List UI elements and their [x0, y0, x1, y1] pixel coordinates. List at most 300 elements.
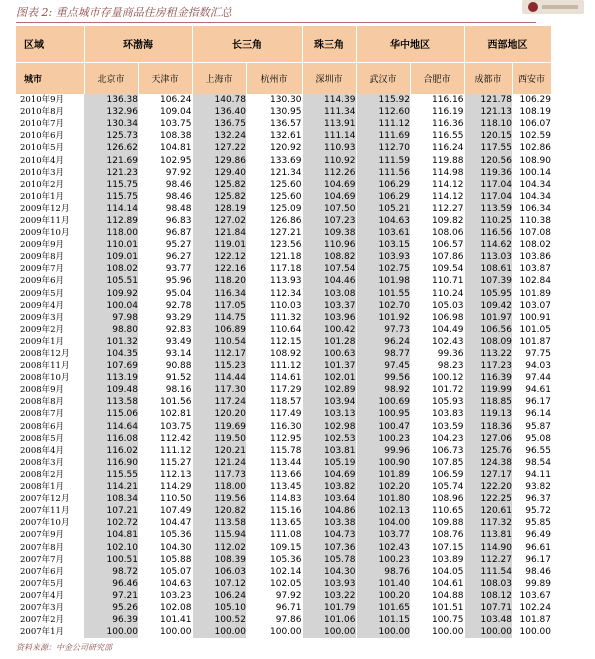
index-cell: 112.13	[138, 469, 192, 481]
index-cell: 127.22	[192, 142, 246, 154]
index-cell: 112.70	[356, 142, 410, 154]
index-cell: 103.23	[138, 590, 192, 602]
index-cell: 93.29	[138, 312, 192, 324]
row-date: 2009年9月	[20, 240, 65, 251]
table-row	[16, 94, 551, 106]
index-cell: 125.60	[246, 191, 302, 203]
index-cell: 99.96	[356, 445, 410, 457]
index-cell: 103.96	[302, 312, 356, 324]
index-cell: 112.89	[84, 215, 138, 227]
index-cell: 99.36	[410, 348, 464, 360]
index-cell: 104.34	[519, 179, 551, 190]
index-cell: 101.28	[302, 336, 356, 348]
index-cell: 111.12	[356, 118, 410, 130]
index-cell: 103.77	[356, 529, 410, 541]
index-cell: 100.95	[356, 408, 410, 420]
index-cell: 100.04	[84, 300, 138, 312]
index-cell: 101.56	[138, 396, 192, 408]
index-cell: 107.71	[464, 602, 512, 614]
index-cell: 114.90	[464, 541, 512, 553]
index-cell: 127.02	[192, 215, 246, 227]
index-cell: 121.13	[464, 106, 512, 118]
index-cell: 113.93	[246, 275, 302, 287]
row-date: 2009年6月	[20, 276, 65, 287]
row-date: 2007年3月	[20, 602, 65, 613]
index-cell: 109.48	[84, 384, 138, 396]
table-row	[16, 602, 551, 614]
index-cell: 116.08	[84, 433, 138, 445]
index-cell: 116.19	[410, 106, 464, 118]
index-cell: 121.84	[192, 227, 246, 239]
index-cell: 107.69	[84, 360, 138, 372]
index-cell: 105.95	[464, 288, 512, 300]
index-cell: 111.08	[246, 529, 302, 541]
index-cell: 103.81	[302, 445, 356, 457]
index-cell: 105.07	[138, 566, 192, 578]
index-cell: 130.95	[246, 106, 302, 118]
index-cell: 129.40	[192, 167, 246, 179]
index-cell: 113.45	[246, 481, 302, 493]
index-cell: 100.00	[519, 627, 551, 638]
table-row	[16, 179, 551, 191]
index-cell: 100.23	[356, 433, 410, 445]
title-bar	[16, 4, 584, 20]
index-cell: 107.08	[519, 228, 551, 239]
index-cell: 100.00	[410, 626, 464, 638]
index-cell: 106.29	[519, 95, 551, 106]
index-cell: 115.78	[246, 445, 302, 457]
table-row	[16, 203, 551, 215]
index-cell: 121.69	[84, 154, 138, 166]
index-cell: 113.59	[464, 203, 512, 215]
index-cell: 103.59	[410, 421, 464, 433]
index-cell: 105.36	[138, 529, 192, 541]
index-cell: 114.21	[84, 481, 138, 493]
index-cell: 111.32	[246, 312, 302, 324]
index-cell: 102.13	[356, 505, 410, 517]
index-cell: 102.43	[410, 336, 464, 348]
table-row	[16, 167, 551, 179]
index-cell: 117.32	[464, 517, 512, 529]
index-cell: 108.02	[84, 263, 138, 275]
index-cell: 111.54	[464, 566, 512, 578]
city-label: 城市	[16, 62, 84, 94]
index-cell: 136.75	[192, 118, 246, 130]
index-cell: 114.83	[246, 493, 302, 505]
index-cell: 110.24	[410, 288, 464, 300]
index-cell: 117.30	[192, 384, 246, 396]
city-header: 北京市	[84, 62, 138, 94]
index-cell: 122.25	[464, 493, 512, 505]
index-cell: 129.86	[192, 154, 246, 166]
index-cell: 107.21	[84, 505, 138, 517]
index-cell: 101.72	[410, 384, 464, 396]
index-cell: 110.65	[410, 505, 464, 517]
index-cell: 100.12	[410, 372, 464, 384]
table-row	[16, 408, 551, 420]
index-cell: 97.44	[525, 373, 551, 384]
index-cell: 104.63	[138, 578, 192, 590]
index-cell: 110.25	[464, 215, 512, 227]
index-cell: 115.27	[138, 457, 192, 469]
index-cell: 106.56	[464, 324, 512, 336]
index-cell: 101.05	[519, 324, 551, 335]
table-row	[16, 529, 551, 541]
index-cell: 106.98	[410, 312, 464, 324]
index-cell: 96.24	[356, 336, 410, 348]
index-cell: 98.92	[356, 384, 410, 396]
index-cell: 103.75	[138, 421, 192, 433]
index-cell: 105.93	[410, 396, 464, 408]
index-cell: 112.42	[138, 433, 192, 445]
index-cell: 104.63	[356, 215, 410, 227]
row-date: 2010年4月	[20, 155, 65, 166]
index-cell: 97.73	[356, 324, 410, 336]
index-cell: 95.96	[138, 275, 192, 287]
row-date: 2009年10月	[20, 228, 70, 239]
index-cell: 103.86	[519, 252, 551, 263]
index-cell: 115.75	[84, 179, 138, 191]
index-cell: 113.58	[192, 517, 246, 529]
row-date: 2008年12月	[20, 349, 70, 360]
row-date: 2009年3月	[20, 312, 65, 323]
index-cell: 104.69	[302, 469, 356, 481]
index-cell: 136.38	[84, 94, 138, 106]
index-cell: 108.90	[519, 155, 551, 166]
table-row	[16, 554, 551, 566]
index-cell: 103.48	[464, 614, 512, 626]
index-cell: 118.85	[464, 396, 512, 408]
row-date: 2008年11月	[20, 361, 70, 372]
index-cell: 100.00	[246, 626, 302, 638]
table-row	[16, 457, 551, 469]
index-cell: 100.91	[519, 312, 551, 323]
index-cell: 119.13	[464, 408, 512, 420]
index-cell: 101.15	[356, 614, 410, 626]
index-cell: 97.98	[84, 312, 138, 324]
row-date: 2009年7月	[20, 264, 65, 275]
index-cell: 102.20	[356, 481, 410, 493]
index-cell: 112.95	[246, 433, 302, 445]
table-row	[16, 336, 551, 348]
row-date: 2007年11月	[20, 506, 70, 517]
logo-mark-icon	[528, 2, 538, 12]
index-cell: 95.04	[138, 288, 192, 300]
index-cell: 103.93	[356, 251, 410, 263]
index-cell: 104.05	[410, 566, 464, 578]
index-cell: 125.82	[192, 179, 246, 191]
index-cell: 112.34	[246, 288, 302, 300]
index-cell: 119.56	[192, 493, 246, 505]
index-cell: 100.52	[192, 614, 246, 626]
index-cell: 106.29	[356, 179, 410, 191]
index-cell: 103.22	[302, 590, 356, 602]
row-date: 2009年12月	[20, 203, 70, 214]
index-cell: 132.61	[246, 130, 302, 142]
region-header-row	[16, 26, 551, 62]
index-cell: 136.57	[246, 118, 302, 130]
index-cell: 116.30	[246, 421, 302, 433]
city-header: 天津市	[138, 62, 192, 94]
table-row	[16, 505, 551, 517]
table-row	[16, 154, 551, 166]
row-date: 2008年10月	[20, 373, 70, 384]
index-cell: 100.47	[356, 421, 410, 433]
index-cell: 103.89	[410, 554, 464, 566]
index-cell: 112.02	[192, 541, 246, 553]
table-row	[16, 493, 551, 505]
index-cell: 111.12	[246, 360, 302, 372]
index-cell: 94.61	[525, 385, 551, 396]
index-cell: 109.15	[246, 541, 302, 553]
index-cell: 108.39	[192, 554, 246, 566]
index-cell: 100.42	[302, 324, 356, 336]
index-cell: 106.03	[192, 566, 246, 578]
index-cell: 114.62	[464, 239, 512, 251]
index-cell: 100.23	[356, 554, 410, 566]
index-cell: 106.89	[192, 324, 246, 336]
index-cell: 113.66	[246, 469, 302, 481]
index-cell: 105.10	[192, 602, 246, 614]
city-header: 西安市	[512, 62, 551, 94]
index-cell: 101.89	[519, 288, 551, 299]
index-cell: 98.48	[138, 203, 192, 215]
city-header: 合肥市	[410, 62, 464, 94]
index-cell: 104.35	[84, 348, 138, 360]
index-cell: 109.01	[84, 251, 138, 263]
index-cell: 102.98	[302, 421, 356, 433]
index-cell: 102.53	[302, 433, 356, 445]
index-cell: 125.09	[246, 203, 302, 215]
index-cell: 95.87	[525, 421, 551, 432]
index-cell: 115.92	[356, 94, 410, 106]
index-cell: 121.24	[192, 457, 246, 469]
index-cell: 116.55	[410, 130, 464, 142]
city-header: 杭州市	[246, 62, 302, 94]
index-cell: 120.21	[192, 445, 246, 457]
index-cell: 101.37	[302, 360, 356, 372]
index-cell: 105.03	[410, 300, 464, 312]
row-date: 2008年4月	[20, 445, 65, 456]
index-cell: 92.78	[138, 300, 192, 312]
index-cell: 122.20	[464, 481, 512, 493]
index-cell: 98.72	[84, 566, 138, 578]
rent-index-table	[16, 26, 552, 638]
index-cell: 114.12	[410, 179, 464, 191]
index-cell: 118.36	[464, 421, 512, 433]
index-cell: 108.34	[84, 493, 138, 505]
index-cell: 108.38	[138, 130, 192, 142]
index-cell: 108.02	[519, 240, 551, 251]
index-cell: 104.88	[410, 590, 464, 602]
index-cell: 102.08	[138, 602, 192, 614]
index-cell: 109.38	[302, 227, 356, 239]
index-cell: 125.73	[84, 130, 138, 142]
index-cell: 111.34	[302, 106, 356, 118]
table-row	[16, 626, 551, 638]
row-date: 2007年10月	[20, 518, 70, 529]
index-cell: 101.32	[84, 336, 138, 348]
index-cell: 114.75	[192, 312, 246, 324]
index-cell: 98.46	[525, 566, 551, 577]
index-cell: 116.24	[410, 142, 464, 154]
index-cell: 104.00	[356, 517, 410, 529]
table-row	[16, 227, 551, 239]
index-cell: 107.54	[302, 263, 356, 275]
index-cell: 118.00	[192, 481, 246, 493]
index-cell: 98.76	[356, 566, 410, 578]
table-row	[16, 215, 551, 227]
city-header: 上海市	[192, 62, 246, 94]
index-cell: 101.87	[519, 336, 551, 347]
index-cell: 121.23	[84, 167, 138, 179]
index-cell: 116.34	[192, 288, 246, 300]
index-cell: 104.69	[302, 191, 356, 203]
row-date: 2010年5月	[20, 143, 65, 154]
index-cell: 117.55	[464, 142, 512, 154]
index-cell: 101.55	[356, 288, 410, 300]
index-cell: 103.94	[302, 396, 356, 408]
index-cell: 116.16	[410, 94, 464, 106]
index-cell: 114.98	[410, 167, 464, 179]
index-cell: 103.64	[302, 493, 356, 505]
index-cell: 113.03	[464, 251, 512, 263]
table-row	[16, 263, 551, 275]
index-cell: 97.75	[525, 349, 551, 360]
index-cell: 103.87	[519, 264, 551, 275]
index-cell: 120.92	[246, 142, 302, 154]
index-cell: 107.50	[302, 203, 356, 215]
table-row	[16, 566, 551, 578]
index-cell: 104.46	[302, 275, 356, 287]
index-cell: 110.93	[302, 142, 356, 154]
row-date: 2007年5月	[20, 578, 65, 589]
index-cell: 106.73	[410, 445, 464, 457]
index-cell: 119.50	[192, 433, 246, 445]
region-header: 华中地区	[356, 26, 464, 62]
source-footnote: 资料来源：中金公司研究部	[16, 643, 112, 652]
index-cell: 102.95	[138, 154, 192, 166]
index-cell: 114.39	[302, 94, 356, 106]
index-cell: 119.88	[410, 154, 464, 166]
index-cell: 105.21	[356, 203, 410, 215]
index-cell: 111.14	[302, 130, 356, 142]
index-cell: 105.36	[246, 554, 302, 566]
index-cell: 96.39	[84, 614, 138, 626]
row-date: 2009年1月	[20, 336, 65, 347]
table-row	[16, 312, 551, 324]
index-cell: 106.29	[356, 191, 410, 203]
index-cell: 108.19	[519, 107, 551, 118]
index-cell: 104.30	[302, 566, 356, 578]
row-date: 2009年2月	[20, 324, 65, 335]
index-cell: 94.03	[525, 361, 551, 372]
title-divider	[16, 22, 536, 23]
index-cell: 102.81	[138, 408, 192, 420]
index-cell: 127.06	[464, 433, 512, 445]
index-cell: 95.85	[525, 518, 551, 529]
index-cell: 109.04	[138, 106, 192, 118]
index-cell: 132.96	[84, 106, 138, 118]
index-cell: 110.71	[410, 275, 464, 287]
index-cell: 97.86	[246, 614, 302, 626]
index-cell: 97.92	[246, 590, 302, 602]
index-cell: 95.26	[84, 602, 138, 614]
index-cell: 98.46	[138, 191, 192, 203]
index-cell: 112.26	[302, 167, 356, 179]
index-cell: 101.40	[356, 578, 410, 590]
table-row	[16, 130, 551, 142]
index-cell: 97.45	[356, 360, 410, 372]
index-cell: 108.76	[410, 529, 464, 541]
index-cell: 102.14	[246, 566, 302, 578]
index-cell: 121.34	[246, 167, 302, 179]
index-cell: 106.57	[410, 239, 464, 251]
index-cell: 108.96	[410, 493, 464, 505]
index-cell: 112.60	[356, 106, 410, 118]
index-cell: 119.99	[464, 384, 512, 396]
index-cell: 119.69	[192, 421, 246, 433]
index-cell: 105.51	[84, 275, 138, 287]
table-row	[16, 106, 551, 118]
row-date: 2010年7月	[20, 119, 65, 130]
index-cell: 122.12	[192, 251, 246, 263]
index-cell: 119.36	[464, 167, 512, 179]
company-logo	[522, 0, 584, 14]
index-cell: 96.87	[138, 227, 192, 239]
index-cell: 110.64	[246, 324, 302, 336]
row-date: 2007年4月	[20, 590, 65, 601]
index-cell: 108.92	[246, 348, 302, 360]
index-cell: 102.24	[519, 602, 551, 613]
index-cell: 117.04	[464, 179, 512, 191]
index-cell: 102.70	[356, 300, 410, 312]
index-cell: 112.27	[464, 554, 512, 566]
row-date: 2008年3月	[20, 457, 65, 468]
index-cell: 114.12	[410, 191, 464, 203]
table-row	[16, 517, 551, 529]
index-cell: 109.92	[84, 288, 138, 300]
index-cell: 110.01	[84, 239, 138, 251]
index-cell: 123.56	[246, 239, 302, 251]
index-cell: 109.88	[410, 517, 464, 529]
table-row	[16, 239, 551, 251]
index-cell: 96.27	[138, 251, 192, 263]
index-cell: 96.17	[525, 397, 551, 408]
index-cell: 110.50	[138, 493, 192, 505]
row-date: 2007年9月	[20, 530, 65, 541]
index-cell: 115.94	[192, 529, 246, 541]
index-cell: 104.81	[84, 529, 138, 541]
index-cell: 120.15	[464, 130, 512, 142]
index-cell: 115.16	[246, 505, 302, 517]
index-cell: 93.49	[138, 336, 192, 348]
index-cell: 103.07	[519, 300, 551, 311]
index-cell: 96.83	[138, 215, 192, 227]
index-cell: 116.90	[84, 457, 138, 469]
index-cell: 117.73	[192, 469, 246, 481]
index-cell: 114.14	[84, 203, 138, 215]
index-cell: 96.71	[246, 602, 302, 614]
index-cell: 103.15	[356, 239, 410, 251]
index-cell: 106.24	[138, 94, 192, 106]
index-cell: 113.19	[84, 372, 138, 384]
index-cell: 109.82	[410, 215, 464, 227]
index-cell: 103.38	[302, 517, 356, 529]
table-row	[16, 541, 551, 553]
index-cell: 101.98	[356, 275, 410, 287]
index-cell: 102.84	[519, 276, 551, 287]
